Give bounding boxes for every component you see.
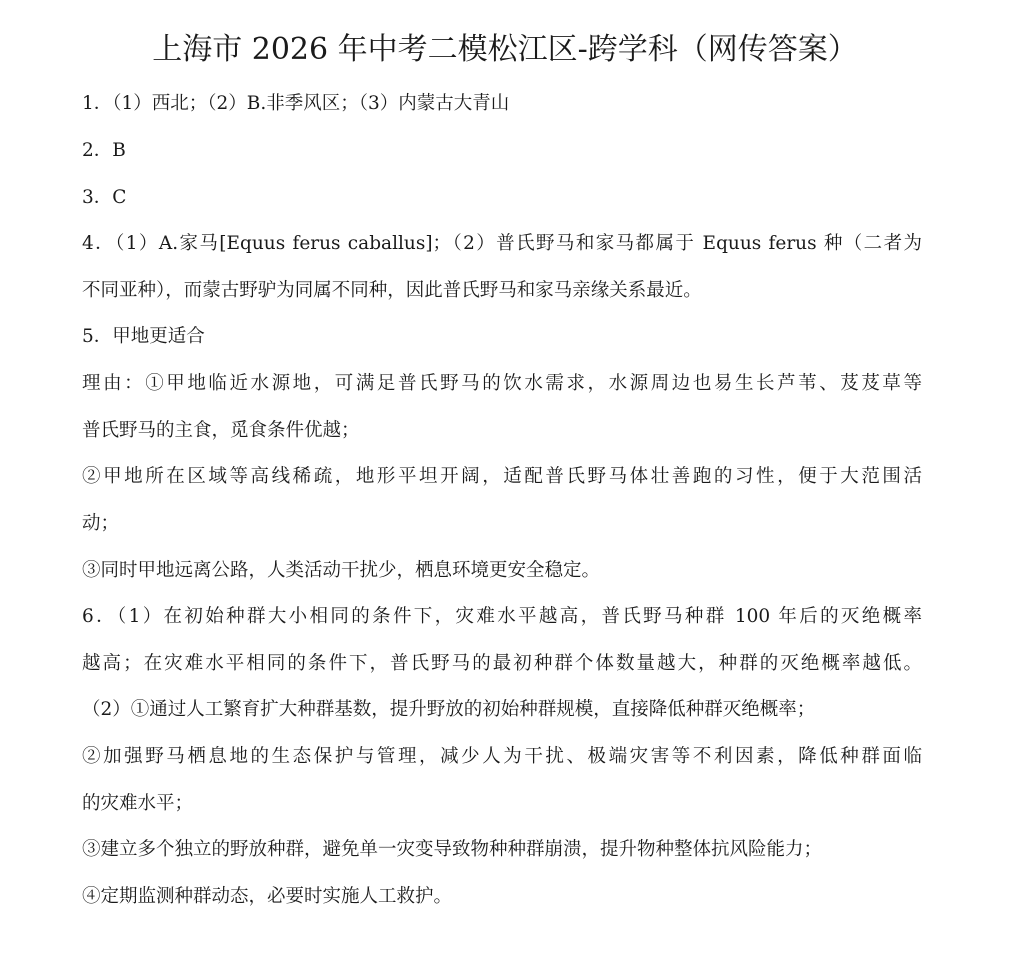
answer-line: ④定期监测种群动态，必要时实施人工救护。 [82,886,453,907]
answer-line: ③建立多个独立的野放种群，避免单一灾变导致物种种群崩溃，提升物种整体抗风险能力； [82,839,823,860]
answer-line: 4．（1）A.家马[Equus ferus caballus]；（2）普氏野马和家马都属于 Equus ferus 种（二者为 [82,233,922,254]
answer-line: 越高；在灾难水平相同的条件下，普氏野马的最初种群个体数量越大，种群的灭绝概率越低。 [82,653,922,674]
answer-line: ②加强野马栖息地的生态保护与管理，减少人为干扰、极端灾害等不利因素，降低种群面临 [82,746,922,767]
answer-line: 普氏野马的主食，觅食条件优越； [82,420,360,441]
answer-line: ③同时甲地远离公路，人类活动干扰少，栖息环境更安全稳定。 [82,560,601,581]
answer-line: 2．B [82,140,126,161]
answer-line: 不同亚种），而蒙古野驴为同属不同种，因此普氏野马和家马亲缘关系最近。 [82,280,702,301]
answer-line: 1．（1）西北；（2）B.非季风区；（3）内蒙古大青山 [82,93,510,114]
answer-line: 5．甲地更适合 [82,326,205,347]
answer-line: 6．（1）在初始种群大小相同的条件下，灾难水平越高，普氏野马种群 100 年后的灭绝概率 [82,606,922,627]
answer-line: ②甲地所在区域等高线稀疏，地形平坦开阔，适配普氏野马体壮善跑的习性，便于大范围活 [82,466,922,487]
answer-line: （2）①通过人工繁育扩大种群基数，提升野放的初始种群规模，直接降低种群灭绝概率； [82,699,816,720]
answer-line: 3．C [82,187,127,208]
answer-line: 理由：①甲地临近水源地，可满足普氏野马的饮水需求，水源周边也易生长芦苇、芨芨草等 [82,373,922,394]
answer-line: 动； [82,513,120,534]
answer-line: 的灾难水平； [82,793,194,814]
document-title: 上海市 2026 年中考二模松江区-跨学科（网传答案） [152,32,858,67]
